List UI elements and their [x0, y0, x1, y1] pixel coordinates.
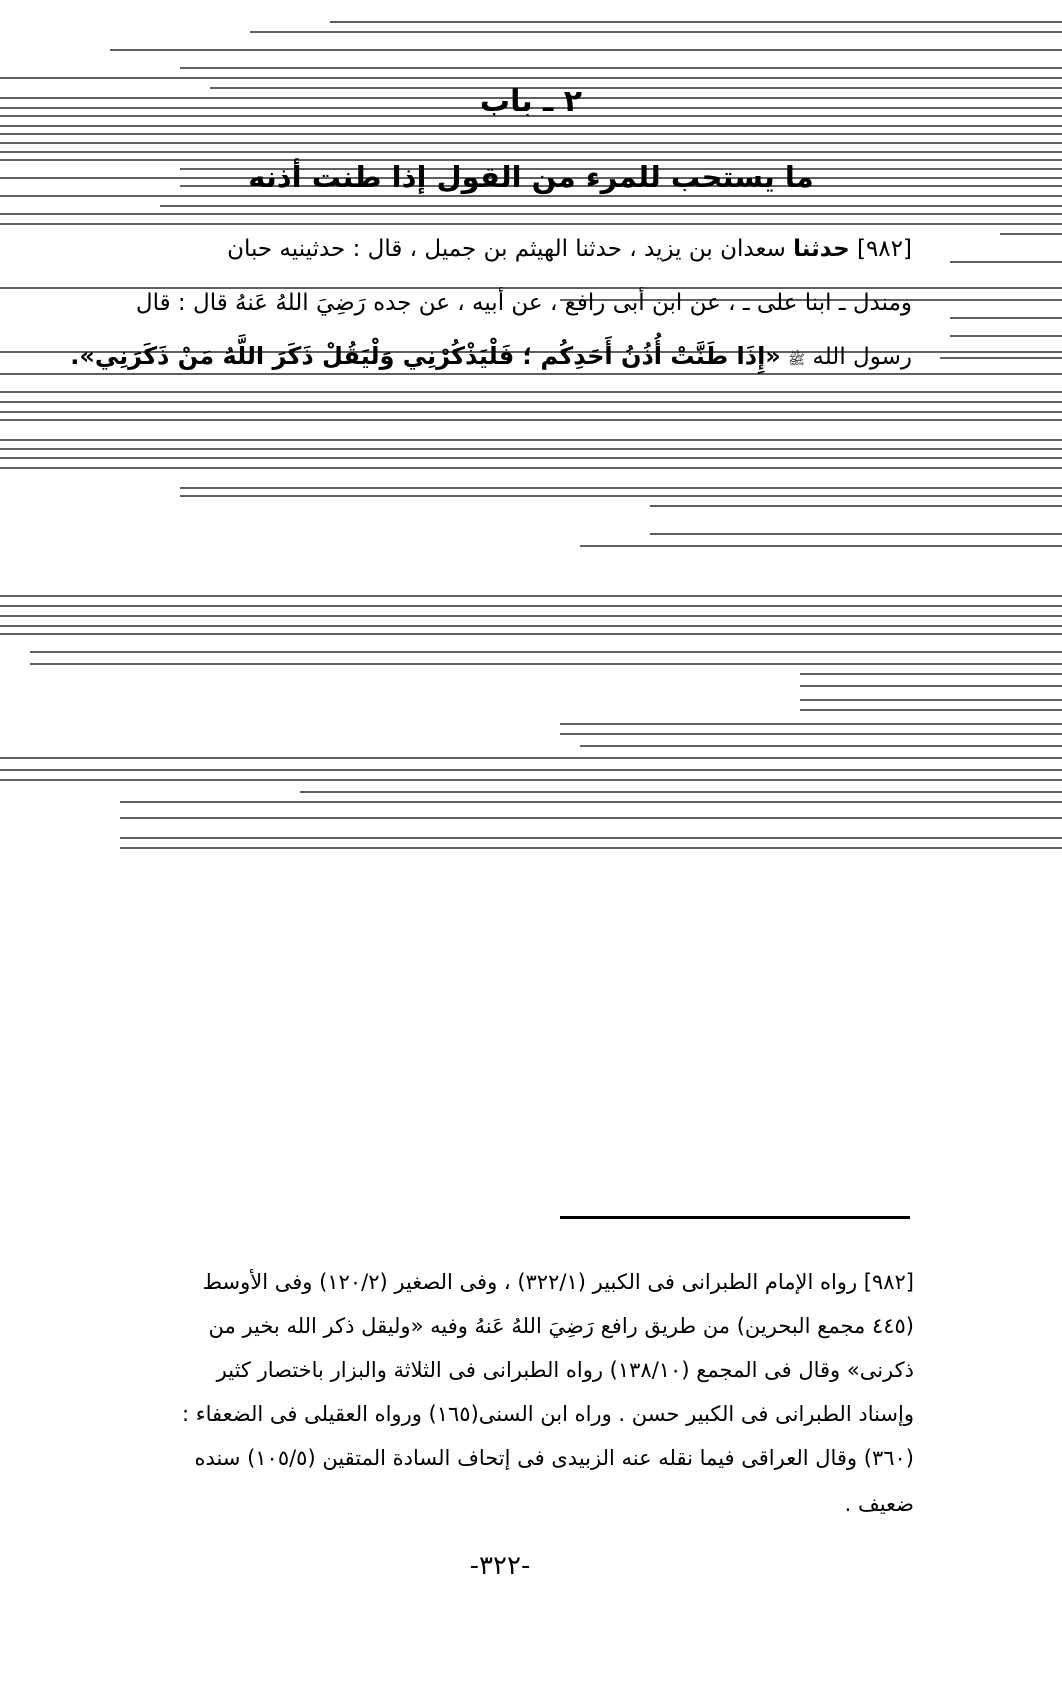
hadith-line-1	[32, 236, 912, 262]
page-number: -٣٢٢-	[469, 1551, 531, 1581]
hadith-line-1-text: سعدان بن يزيد ، حدثنا الهيثم بن جميل ، قال : حدثينيه حبان	[227, 236, 786, 262]
chapter-title: ٢ ـ باب	[479, 84, 583, 119]
hadith-line-3-prefix: رسول الله	[812, 344, 912, 370]
footnote-line-3: ذكرنى» وقال فى المجمع (١٣٨/١٠) رواه الطبرانى فى الثلاثة والبزار باختصار كثير	[216, 1358, 914, 1382]
footnote-line-5: (٣٦٠) وقال العراقى فيما نقله عنه الزبيدى فى إتحاف السادة المتقين (١٠٥/٥) سنده	[194, 1446, 914, 1470]
footnote-separator	[560, 1216, 910, 1219]
hadith-line-2	[32, 290, 912, 316]
chapter-subtitle: ما يستحب للمرء من القول إذا طنت أذنه	[248, 160, 814, 194]
salutation-glyph: ﷺ	[788, 352, 806, 368]
hadith-quote: «إِذَا طَنَّتْ أُذُنُ أَحَدِكُم ؛ فَلْيَذْكُرْنِي وَلْيَقُلْ ذَكَرَ اللَّهُ مَنْ ذَكَرَنِي».	[70, 342, 781, 370]
footnote-line-4: وإسناد الطبرانى فى الكبير حسن . وراه ابن السنى(١٦٥) ورواه العقيلى فى الضعفاء :	[182, 1402, 914, 1426]
hadith-line-2-text: ومندل ـ ابنا على ـ ، عن ابن أبى رافع ، عن أبيه ، عن جده رَضِيَ اللهُ عَنهُ قال : قال	[135, 290, 912, 316]
footnote-line-2: (٤٤٥ مجمع البحرين) من طريق رافع رَضِيَ اللهُ عَنهُ وفيه «وليقل ذكر الله بخير من	[208, 1314, 914, 1338]
hadith-tahdith: حدثنا	[793, 236, 850, 262]
hadith-line-3	[32, 342, 912, 371]
hadith-number: [٩٨٢]	[856, 236, 912, 262]
footnote-line-6: ضعيف .	[844, 1492, 914, 1516]
footnote-line-1: [٩٨٢] رواه الإمام الطبرانى فى الكبير (٣٢٢/١) ، وفى الصغير (١٢٠/٢) وفى الأوسط	[202, 1270, 914, 1294]
